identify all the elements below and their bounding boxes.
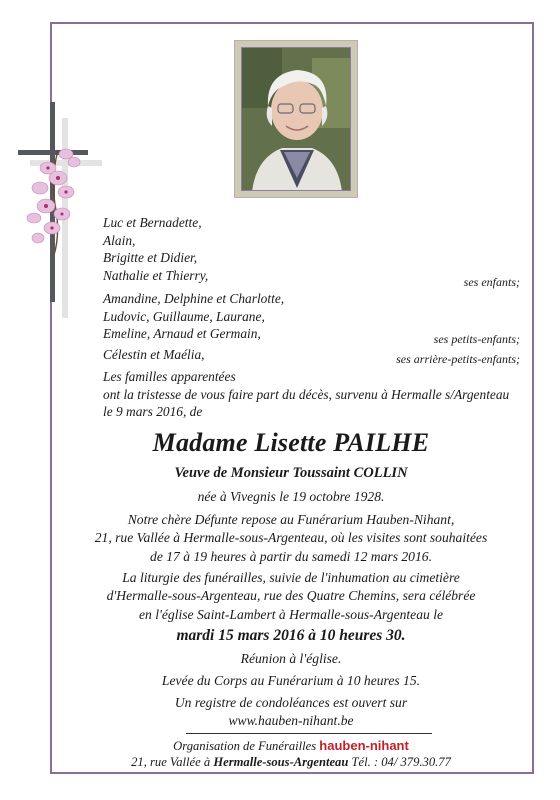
footer-address-town: Hermalle-sous-Argenteau <box>213 755 349 769</box>
website-link[interactable]: www.hauben-nihant.be <box>228 713 354 728</box>
portrait-image <box>241 47 351 191</box>
children-role: ses enfants; <box>463 275 520 289</box>
child-3: Brigitte et Didier, <box>103 250 198 265</box>
announcement-line-1: ont la tristesse de vous faire part du décès, survenu à Hermalle s/Argenteau <box>103 386 510 402</box>
footer-phone: Tél. : 04/ 379.30.77 <box>351 755 451 769</box>
deceased-name: Madame Lisette PAILHE <box>152 428 430 457</box>
great-grandchildren-role: ses arrière-petits-enfants; <box>396 352 520 366</box>
footer-address <box>60 755 522 770</box>
rests-line-1: Notre chère Défunte repose au Funérarium Hauben-Nihant, <box>127 512 455 527</box>
birth-info: née à Vivegnis le 19 octobre 1928. <box>197 489 385 504</box>
child-2: Alain, <box>103 232 136 248</box>
register-info: Un registre de condoléances est ouvert sur <box>174 695 408 710</box>
grandchild-line-1: Amandine, Delphine et Charlotte, <box>103 291 285 306</box>
departure-info: Levée du Corps au Funérarium à 10 heures 15. <box>161 673 421 688</box>
brand-logo: hauben-nihant <box>319 738 409 753</box>
grandchildren-role: ses petits-enfants; <box>433 332 520 346</box>
announcement-line-2: le 9 mars 2016, de <box>103 404 203 419</box>
footer-address-street: 21, rue Vallée à <box>131 755 211 769</box>
child-1: Luc et Bernadette, <box>103 215 202 230</box>
family-line: Les familles apparentées <box>103 369 236 384</box>
rests-line-2: 21, rue Vallée à Hermalle-sous-Argenteau, où les visites sont souhaitées <box>94 530 488 546</box>
footer-org-label: Organisation de Funérailles <box>173 739 317 753</box>
liturgy-line-3: en l'église Saint-Lambert à Hermalle-sous-Argenteau le <box>138 606 444 622</box>
liturgy-line-1: La liturgie des funérailles, suivie de l'inhumation au cimetière <box>122 570 460 585</box>
grandchild-line-3: Emeline, Arnaud et Germain, <box>103 326 261 341</box>
orchid-flower-icon <box>18 140 98 260</box>
widow-of: Veuve de Monsieur Toussaint COLLIN <box>174 465 408 481</box>
footer-divider <box>186 733 432 734</box>
meeting-info: Réunion à l'église. <box>240 651 342 666</box>
grandchild-line-2: Ludovic, Guillaume, Laurane, <box>103 308 265 324</box>
footer-organisation <box>60 738 522 754</box>
child-4: Nathalie et Thierry, <box>103 267 209 283</box>
rests-line-3: de 17 à 19 heures à partir du samedi 12 mars 2016. <box>150 548 432 564</box>
liturgy-line-2: d'Hermalle-sous-Argenteau, rue des Quatre Chemins, sera célébrée <box>106 588 476 604</box>
ceremony-date: mardi 15 mars 2016 à 10 heures 30. <box>176 627 406 644</box>
great-grandchildren: Célestin et Maélia, <box>103 347 205 362</box>
portrait-photo <box>234 40 358 198</box>
portrait-illustration <box>242 48 351 191</box>
